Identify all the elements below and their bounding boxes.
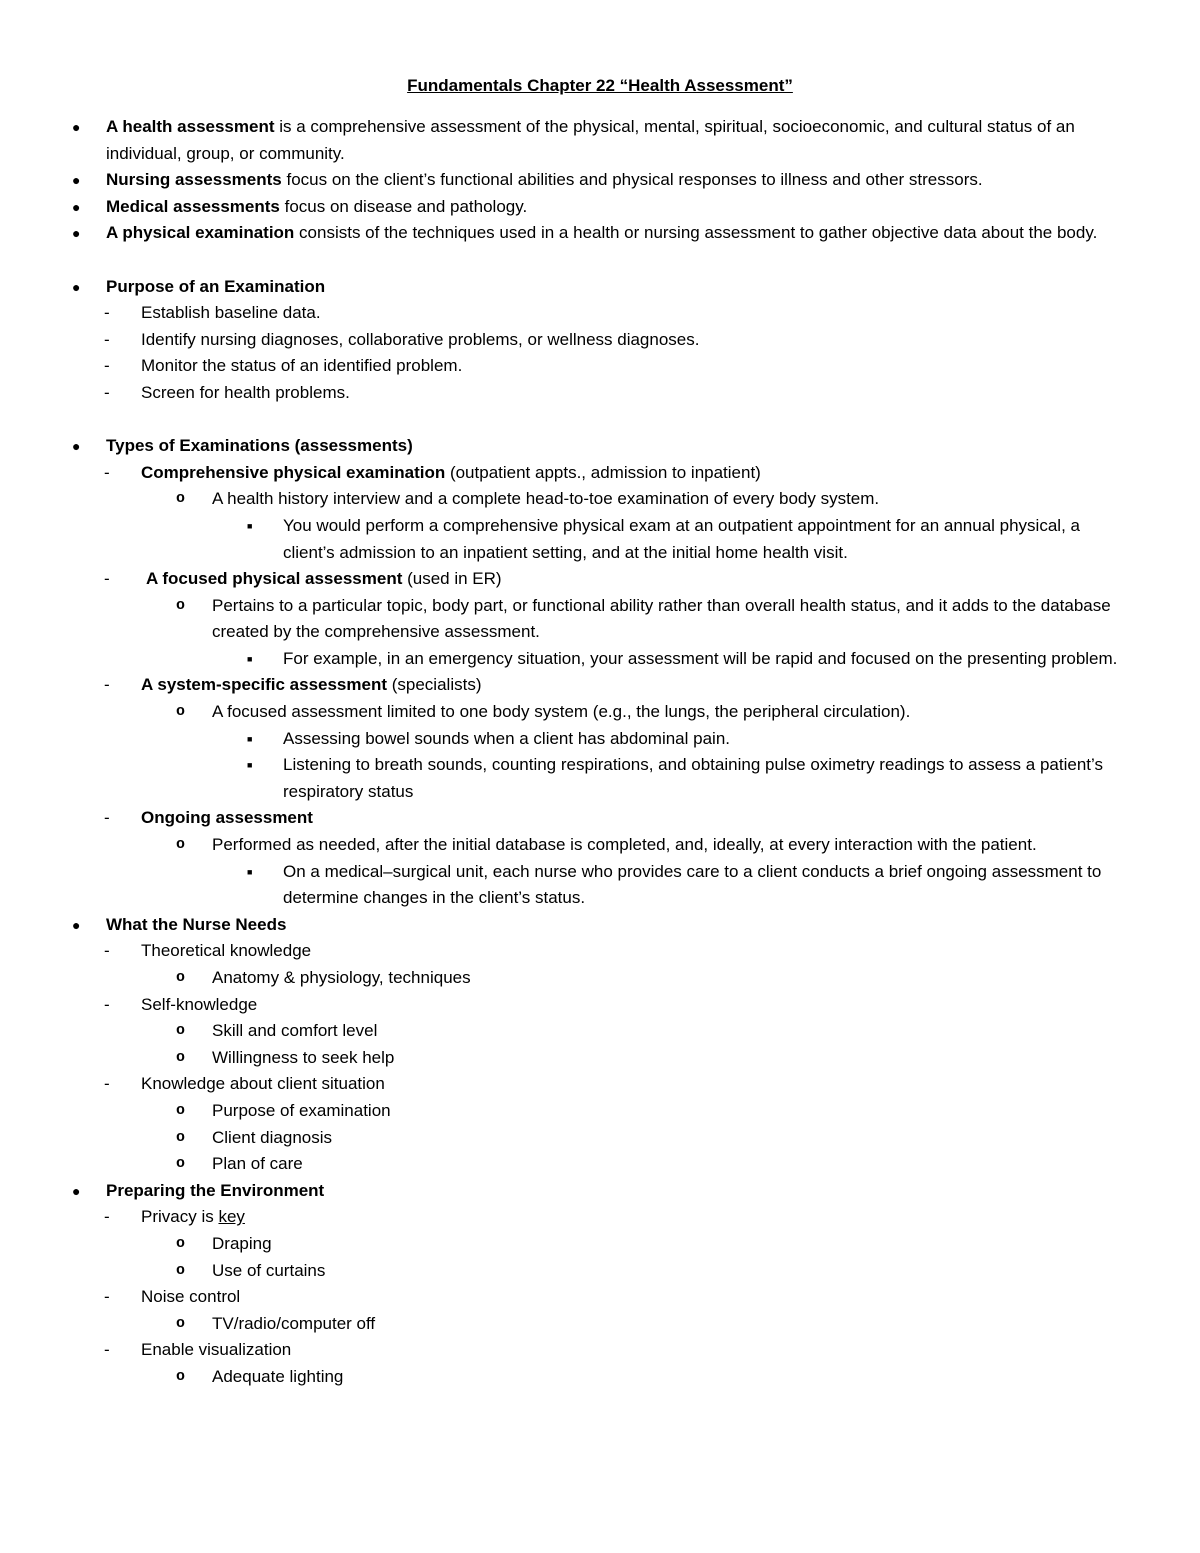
circle-marker: o (176, 1101, 186, 1119)
needs-item: o Willingness to seek help (0, 1045, 1200, 1072)
section-heading-purpose: ● Purpose of an Examination (0, 274, 1200, 301)
section-heading-environment: ● Preparing the Environment (0, 1178, 1200, 1205)
blank-line (0, 407, 1200, 434)
circle-marker: o (176, 1155, 186, 1173)
needs-item: o Purpose of examination (0, 1098, 1200, 1125)
square-marker: ■ (247, 760, 253, 771)
circle-marker: o (176, 596, 186, 614)
type-system-specific-detail: ■ Listening to breath sounds, counting respirations, and obtaining pulse oximetry readings to assess a patient’s respiratory status (0, 752, 1200, 805)
dash-marker: - (104, 808, 110, 828)
circle-marker: o (176, 969, 186, 986)
circle-marker: o (176, 836, 186, 854)
circle-marker: o (176, 1128, 186, 1146)
environment-item: o Adequate lighting (0, 1364, 1200, 1391)
dash-marker: - (104, 994, 110, 1014)
dash-marker: - (104, 382, 110, 402)
purpose-item: - Screen for health problems. (0, 380, 1200, 407)
purpose-item: - Monitor the status of an identified problem. (0, 353, 1200, 380)
dash-marker: - (104, 329, 110, 349)
needs-item: o Anatomy & physiology, techniques (0, 965, 1200, 992)
type-comprehensive-sub: o A health history interview and a complete head-to-toe examination of every body system. (0, 486, 1200, 513)
square-marker: ■ (247, 866, 253, 877)
type-system-specific-sub: o A focused assessment limited to one body system (e.g., the lungs, the peripheral circulation). (0, 699, 1200, 726)
blank-line (0, 247, 1200, 274)
needs-item: o Plan of care (0, 1151, 1200, 1178)
dash-marker: - (104, 303, 110, 323)
type-comprehensive-detail: ■ You would perform a comprehensive physical exam at an outpatient appointment for an annual physical, a client’s admission to an inpatient setting, and at the initial home health visit. (0, 513, 1200, 566)
section-heading-nurse-needs: ● What the Nurse Needs (0, 912, 1200, 939)
type-ongoing-sub: o Performed as needed, after the initial database is completed, and, ideally, at every interaction with the patient. (0, 832, 1200, 859)
bullet-marker: ● (72, 198, 81, 215)
dash-marker: - (104, 941, 110, 961)
type-focused-detail: ■ For example, in an emergency situation, your assessment will be rapid and focused on the presenting problem. (0, 646, 1200, 673)
dash-marker: - (104, 462, 110, 482)
environment-visualization: - Enable visualization (0, 1337, 1200, 1364)
circle-marker: o (176, 1367, 186, 1385)
environment-item: o Draping (0, 1231, 1200, 1258)
intro-item-physical-examination: ● A physical examination consists of the techniques used in a health or nursing assessment to gather objective data about the body. (0, 220, 1200, 247)
dash-marker: - (104, 1074, 110, 1094)
intro-item-health-assessment: ● A health assessment is a comprehensive assessment of the physical, mental, spiritual, socioeconomic, and cultural status of an individual, group, or community. (0, 114, 1200, 167)
square-marker: ■ (247, 653, 253, 664)
type-system-specific-detail: ■ Assessing bowel sounds when a client has abdominal pain. (0, 726, 1200, 753)
circle-marker: o (176, 703, 186, 721)
bullet-marker: ● (72, 916, 81, 933)
bullet-marker: ● (72, 278, 81, 295)
circle-marker: o (176, 1234, 186, 1252)
section-heading-types: ● Types of Examinations (assessments) (0, 433, 1200, 460)
square-marker: ■ (247, 520, 253, 531)
environment-noise: - Noise control (0, 1284, 1200, 1311)
intro-item-medical-assessments: ● Medical assessments focus on disease and pathology. (0, 194, 1200, 221)
square-marker: ■ (247, 733, 253, 744)
dash-marker: - (104, 1340, 110, 1360)
dash-marker: - (104, 1287, 110, 1307)
type-focused-sub: o Pertains to a particular topic, body part, or functional ability rather than overall health status, and it adds to the database created by the comprehensive assessment. (0, 593, 1200, 646)
document-title: Fundamentals Chapter 22 “Health Assessment” (407, 76, 793, 95)
circle-marker: o (176, 1261, 186, 1279)
needs-client: - Knowledge about client situation (0, 1071, 1200, 1098)
environment-item: o TV/radio/computer off (0, 1311, 1200, 1338)
dash-marker: - (104, 675, 110, 695)
type-system-specific: - A system-specific assessment (specialists) (0, 672, 1200, 699)
type-focused: - A focused physical assessment (used in ER) (0, 566, 1200, 593)
environment-item: o Use of curtains (0, 1258, 1200, 1285)
purpose-item: - Identify nursing diagnoses, collaborative problems, or wellness diagnoses. (0, 327, 1200, 354)
dash-marker: - (104, 1207, 110, 1227)
document-body (0, 114, 1200, 1391)
circle-marker: o (176, 1022, 186, 1040)
bullet-marker: ● (72, 172, 81, 189)
dash-marker: - (104, 569, 110, 589)
needs-theoretical: - Theoretical knowledge (0, 938, 1200, 965)
intro-item-nursing-assessments: ● Nursing assessments focus on the client’s functional abilities and physical responses to illness and other stressors. (0, 167, 1200, 194)
bullet-marker: ● (72, 438, 81, 455)
dash-marker: - (104, 356, 110, 376)
needs-item: o Skill and comfort level (0, 1018, 1200, 1045)
bullet-marker: ● (72, 119, 81, 135)
circle-marker: o (176, 1314, 186, 1332)
needs-item: o Client diagnosis (0, 1125, 1200, 1152)
type-comprehensive: - Comprehensive physical examination (outpatient appts., admission to inpatient) (0, 460, 1200, 487)
type-ongoing-detail: ■ On a medical–surgical unit, each nurse who provides care to a client conducts a brief ongoing assessment to determine changes in the client’s status. (0, 859, 1200, 912)
purpose-item: - Establish baseline data. (0, 300, 1200, 327)
circle-marker: o (176, 490, 186, 508)
bullet-marker: ● (72, 1182, 81, 1199)
circle-marker: o (176, 1048, 186, 1066)
environment-privacy: - Privacy is key (0, 1204, 1200, 1231)
needs-self: - Self-knowledge (0, 992, 1200, 1019)
bullet-marker: ● (72, 225, 81, 242)
type-ongoing: - Ongoing assessment (0, 805, 1200, 832)
